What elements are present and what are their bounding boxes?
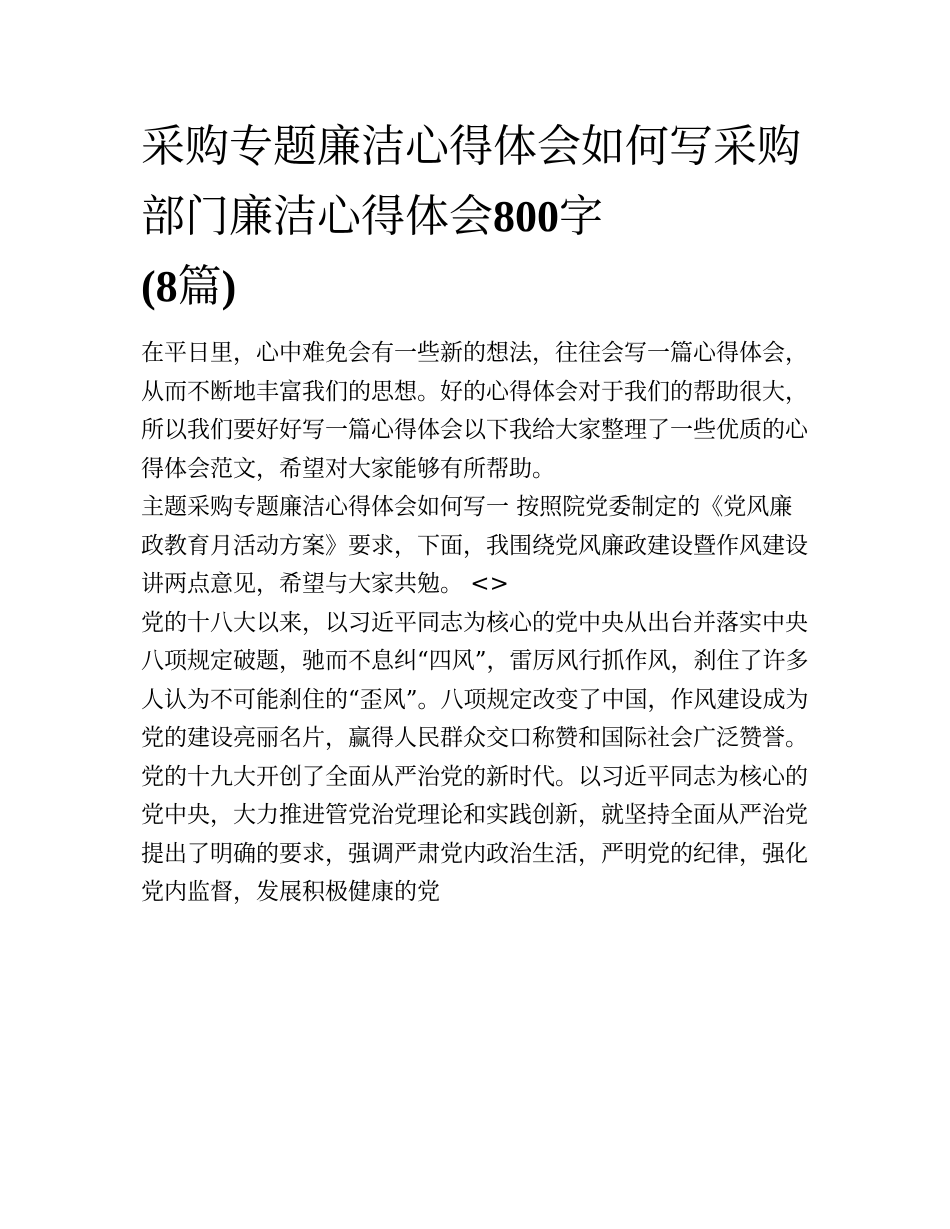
title-text-3: 篇 [177,261,222,312]
title-paren-open: (8 [141,262,178,311]
title-text-2: 字 [559,191,603,242]
title-paren-close: ) [221,262,237,311]
document-title [141,112,813,322]
document-body [141,112,813,912]
title-text-1: 采购专题廉洁心得体会如何写采购部门廉洁心得体会 [141,121,801,242]
paragraph-intro: 在平日里，心中难免会有一些新的想法，往往会写一篇心得体会，从而不断地丰富我们的思想。好的心得体会对于我们的帮助很大，所以我们要好好写一篇心得体会以下我给大家整理了一些优质的心得体会范文，希望对大家能够有所帮助。 [141,340,808,482]
title-number-800: 800 [493,192,559,241]
paragraph-body: 党的十八大以来，以习近平同志为核心的党中央从出台并落实中央八项规定破题，驰而不息纠“四风”，雷厉风行抓作风，刹住了许多人认为不可能刹住的“歪风”。八项规定改变了中国，作风建设成为党的建设亮丽名片，赢得人民群众交口称赞和国际社会广泛赞誉。党的十九大开创了全面从严治党的新时代。以习近平同志为核心的党中央，大力推进管党治党理论和实践创新，就坚持全面从严治党提出了明确的要求，强调严肃党内政治生活，严明党的纪律，强化党内监督，发展积极健康的党 [141,609,809,905]
paragraph-topic: 主题采购专题廉洁心得体会如何写一 按照院党委制定的《党风廉政教育月活动方案》要求，下面，我围绕党风廉政建设暨作风建设讲两点意见，希望与大家共勉。 <> [141,494,808,597]
